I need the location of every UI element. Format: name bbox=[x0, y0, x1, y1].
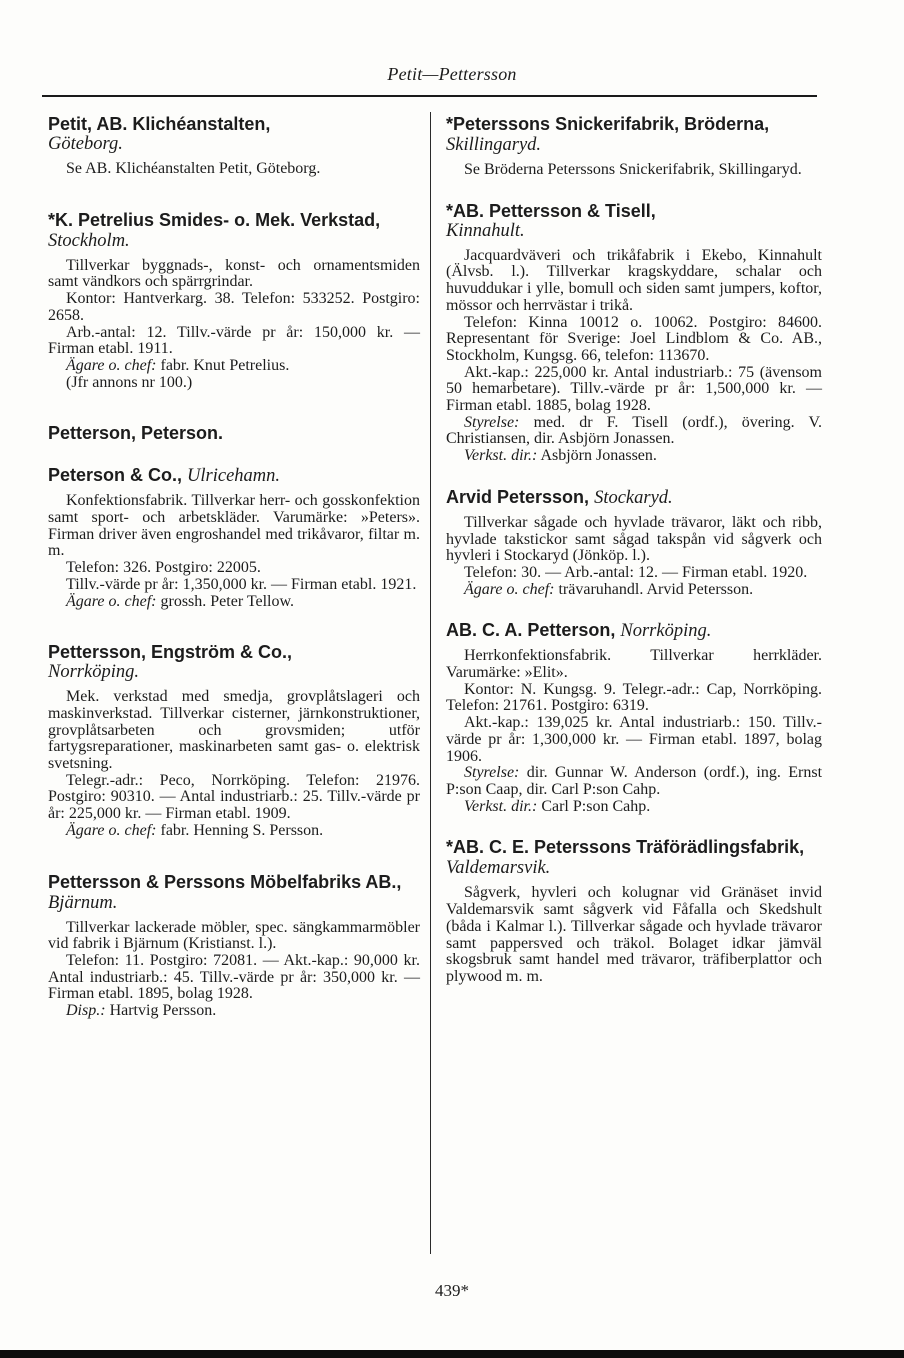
entry-paragraph: Jacquardväveri och trikåfabrik i Ekebo, Kinnahult (Älvsb. l.). Tillverkar kragskyddare, schalar och huvuddukar i ylle, bomull och siden samt jumpers, koftor, mössor och herrvästar i trikå. bbox=[446, 246, 822, 314]
field-value: dir. Gunnar W. Anderson (ordf.), ing. Ernst P:son Caap, dir. Carl P:son Cahp. bbox=[446, 764, 823, 798]
field-value: grossh. Peter Tellow. bbox=[160, 592, 295, 610]
entry-title bbox=[48, 210, 420, 251]
company-name: Peterssons Snickerifabrik, Bröderna, bbox=[453, 114, 770, 134]
entry-paragraph bbox=[446, 415, 822, 448]
company-location: Norrköping. bbox=[620, 621, 712, 642]
entry-paragraph bbox=[48, 823, 420, 840]
field-label: Verkst. dir.: bbox=[464, 797, 538, 815]
entry-paragraph: Tillv.-värde pr år: 1,350,000 kr. — Firman etabl. 1921. bbox=[66, 575, 417, 593]
entry-body bbox=[446, 248, 822, 465]
company-location: Stockaryd. bbox=[594, 487, 673, 508]
entry-paragraph bbox=[48, 1003, 420, 1020]
field-label: Ägare o. chef: bbox=[66, 592, 157, 610]
entry-paragraph: Telefon: 326. Postgiro: 22005. bbox=[66, 559, 261, 577]
company-location: Stockholm. bbox=[48, 230, 130, 251]
field-label: Ägare o. chef: bbox=[464, 580, 555, 598]
field-value: Asbjörn Jonassen. bbox=[540, 447, 657, 465]
entry-arvid-petersson bbox=[446, 487, 822, 599]
header-rule bbox=[42, 95, 817, 97]
column-divider bbox=[430, 112, 431, 1254]
asterisk-marker: * bbox=[446, 114, 454, 134]
entry-paragraph: Herrkonfektionsfabrik. Tillverkar herrkläder. Varumärke: »Elit». bbox=[446, 647, 822, 682]
asterisk-marker: * bbox=[446, 837, 454, 858]
company-location: Norrköping. bbox=[48, 662, 139, 683]
entry-paragraph: Arb.-antal: 12. Tillv.-värde pr år: 150,000 kr. — Firman etabl. 1911. bbox=[48, 323, 420, 358]
entry-body bbox=[48, 689, 420, 839]
company-name: K. Petrelius Smides- o. Mek. Verkstad, bbox=[55, 209, 381, 230]
entry-title bbox=[48, 642, 420, 682]
company-name: Pettersson & Perssons Möbelfabriks AB., bbox=[48, 871, 402, 892]
entry-peterson-co bbox=[48, 465, 420, 610]
field-label: Verkst. dir.: bbox=[464, 447, 538, 465]
entry-title bbox=[48, 872, 420, 913]
field-label: Disp.: bbox=[66, 1002, 106, 1020]
entry-title bbox=[48, 465, 420, 486]
field-value: Hartvig Persson. bbox=[109, 1002, 217, 1020]
entry-title bbox=[446, 114, 822, 155]
company-location: Göteborg. bbox=[48, 134, 123, 154]
field-value: trävaruhandl. Arvid Petersson. bbox=[558, 580, 754, 598]
entry-paragraph bbox=[446, 765, 822, 798]
entry-paragraph: Telefon: 11. Postgiro: 72081. — Akt.-kap.: 90,000 kr. Antal industriarb.: 45. Tillv.-värde pr år: 350,000 kr. — Firman etabl. 1895, bolag 1928. bbox=[48, 951, 420, 1003]
entry-paragraph: (Jfr annons nr 100.) bbox=[66, 373, 193, 391]
entry-petit bbox=[48, 114, 420, 178]
field-value: Carl P:son Cahp. bbox=[541, 797, 651, 815]
asterisk-marker: * bbox=[446, 200, 454, 221]
field-value: fabr. Henning S. Persson. bbox=[160, 821, 324, 839]
entry-petterson-peterson bbox=[48, 423, 420, 443]
entry-pettersson-tisell bbox=[446, 201, 822, 465]
entry-paragraph bbox=[48, 594, 420, 611]
entry-paragraph: Akt.-kap.: 225,000 kr. Antal industriarb.: 75 (ävensom 50 hemarbetare). Tillv.-värde pr år: 1,500,000 kr. — Firman etabl. 1885, bolag 1928. bbox=[446, 363, 822, 415]
entry-paragraph: Telefon: 30. — Arb.-antal: 12. — Firman etabl. 1920. bbox=[464, 563, 808, 581]
cross-reference-heading: Petterson, Peterson. bbox=[48, 423, 224, 444]
entry-title bbox=[446, 487, 822, 508]
entry-body bbox=[446, 162, 822, 179]
entry-body bbox=[446, 885, 822, 985]
entry-body bbox=[48, 161, 420, 178]
field-value: med. dr F. Tisell (ordf.), övering. V. Christiansen, dir. Asbjörn Jonassen. bbox=[446, 413, 823, 448]
right-column bbox=[446, 114, 822, 986]
company-location: Valdemarsvik. bbox=[446, 858, 551, 879]
page-number: 439* bbox=[435, 1281, 469, 1300]
company-location: Kinnahult. bbox=[446, 220, 525, 241]
entry-title bbox=[446, 837, 822, 878]
field-value: fabr. Knut Petrelius. bbox=[160, 356, 290, 374]
entry-pettersson-perssons bbox=[48, 872, 420, 1020]
entry-paragraph: Se AB. Klichéanstalten Petit, Göteborg. bbox=[66, 160, 321, 177]
company-location: Ulricehamn. bbox=[187, 466, 281, 487]
entry-body bbox=[48, 920, 420, 1020]
field-label: Ägare o. chef: bbox=[66, 821, 157, 839]
entry-body bbox=[48, 493, 420, 610]
page-header: Petit—Pettersson bbox=[387, 64, 517, 84]
entry-peterssons-snickerifabrik bbox=[446, 114, 822, 179]
entry-ce-peterssons bbox=[446, 837, 822, 985]
entry-paragraph: Tillverkar sågade och hyvlade trävaror, läkt och ribb, hyvlade takstickor samt sågad takspån vid sågverk och hyvleri i Stockaryd (Jönköp. l.). bbox=[446, 513, 822, 565]
left-column bbox=[48, 114, 420, 1020]
entry-paragraph: Mek. verkstad med smedja, grovplåtslageri och maskinverkstad. Tillverkar cisterner, järnkonstruktioner, grovplåtsarbeten och grovsmiden; utför fartygsreparationer, maskinarbeten samt gas- o. elektrisk svetsning. bbox=[48, 688, 420, 773]
field-label: Styrelse: bbox=[464, 764, 520, 782]
entry-paragraph: Tillverkar byggnads-, konst- och ornamentsmiden samt vändkors och spärrgrindar. bbox=[48, 256, 420, 291]
entry-paragraph bbox=[446, 448, 822, 465]
entry-body bbox=[48, 258, 420, 392]
entry-paragraph: Tillverkar lackerade möbler, spec. sängkammarmöbler vid fabrik i Bjärnum (Kristianst. l.). bbox=[48, 918, 420, 953]
entry-paragraph: Se Bröderna Peterssons Snickerifabrik, Skillingaryd. bbox=[464, 161, 802, 178]
company-name: Arvid Petersson, bbox=[446, 486, 590, 507]
entry-pettersson-engstrom bbox=[48, 642, 420, 839]
company-location: Bjärnum. bbox=[48, 892, 118, 913]
company-name: AB. C. A. Petterson, bbox=[446, 620, 616, 641]
field-label: Ägare o. chef: bbox=[66, 356, 157, 374]
company-name: Petit, AB. Klichéanstalten, bbox=[48, 114, 271, 134]
entry-petrelius bbox=[48, 210, 420, 392]
entry-body bbox=[446, 515, 822, 599]
entry-paragraph: Konfektionsfabrik. Tillverkar herr- och gosskonfektion samt sport- och arbetskläder. Varumärke: »Peters». Firman driver även engroshandel med trikåvaror, filtar m. m. bbox=[48, 492, 420, 560]
scan-edge bbox=[0, 1350, 904, 1358]
entry-title bbox=[446, 201, 822, 241]
entry-title bbox=[446, 620, 822, 641]
field-label: Styrelse: bbox=[464, 413, 520, 431]
entry-paragraph: Kontor: N. Kungsg. 9. Telegr.-adr.: Cap, Norrköping. Telefon: 21761. Postgiro: 6319. bbox=[446, 680, 822, 715]
entry-paragraph: Telefon: Kinna 10012 o. 10062. Postgiro: 84600. Representant för Sverige: Joel Lindblom & Co. AB., Stockholm, Kungsg. 66, telefon: 113670. bbox=[446, 313, 822, 364]
entry-ca-petterson bbox=[446, 620, 822, 815]
entry-title bbox=[48, 114, 420, 154]
entry-paragraph: Akt.-kap.: 139,025 kr. Antal industriarb.: 150. Tillv.-värde pr år: 1,300,000 kr. — Firman etabl. 1897, bolag 1906. bbox=[446, 714, 822, 765]
company-name: Peterson & Co., bbox=[48, 465, 183, 486]
entry-paragraph: Sågverk, hyvleri och kolugnar vid Gränäset invid Valdemarsvik samt sågverk vid Fåfalla och Skedshult (båda i Kalmar l.). Tillverkar sågade och hyvlade trävaror samt pappersved och träkol. Bolaget idkar jämväl skogsbruk samt handel med trävaror, träfiberplattor och plywood m. m. bbox=[446, 884, 822, 985]
entry-paragraph bbox=[446, 582, 822, 599]
entry-body bbox=[446, 648, 822, 815]
entry-paragraph bbox=[48, 358, 420, 375]
entry-paragraph bbox=[446, 799, 822, 816]
company-location: Skillingaryd. bbox=[446, 135, 542, 155]
asterisk-marker: * bbox=[48, 209, 56, 230]
company-name: AB. Pettersson & Tisell, bbox=[453, 200, 656, 221]
entry-paragraph: Telegr.-adr.: Peco, Norrköping. Telefon: 21976. Postgiro: 90310. — Antal industriarb.: 25. Tillv.-värde pr år: 225,000 kr. — Firman etabl. 1909. bbox=[48, 771, 420, 823]
entry-title bbox=[48, 423, 420, 443]
company-name: Pettersson, Engström & Co., bbox=[48, 642, 293, 663]
company-name: AB. C. E. Peterssons Träförädlingsfabrik, bbox=[453, 837, 805, 858]
entry-paragraph: Kontor: Hantverkarg. 38. Telefon: 533252. Postgiro: 2658. bbox=[48, 290, 420, 324]
